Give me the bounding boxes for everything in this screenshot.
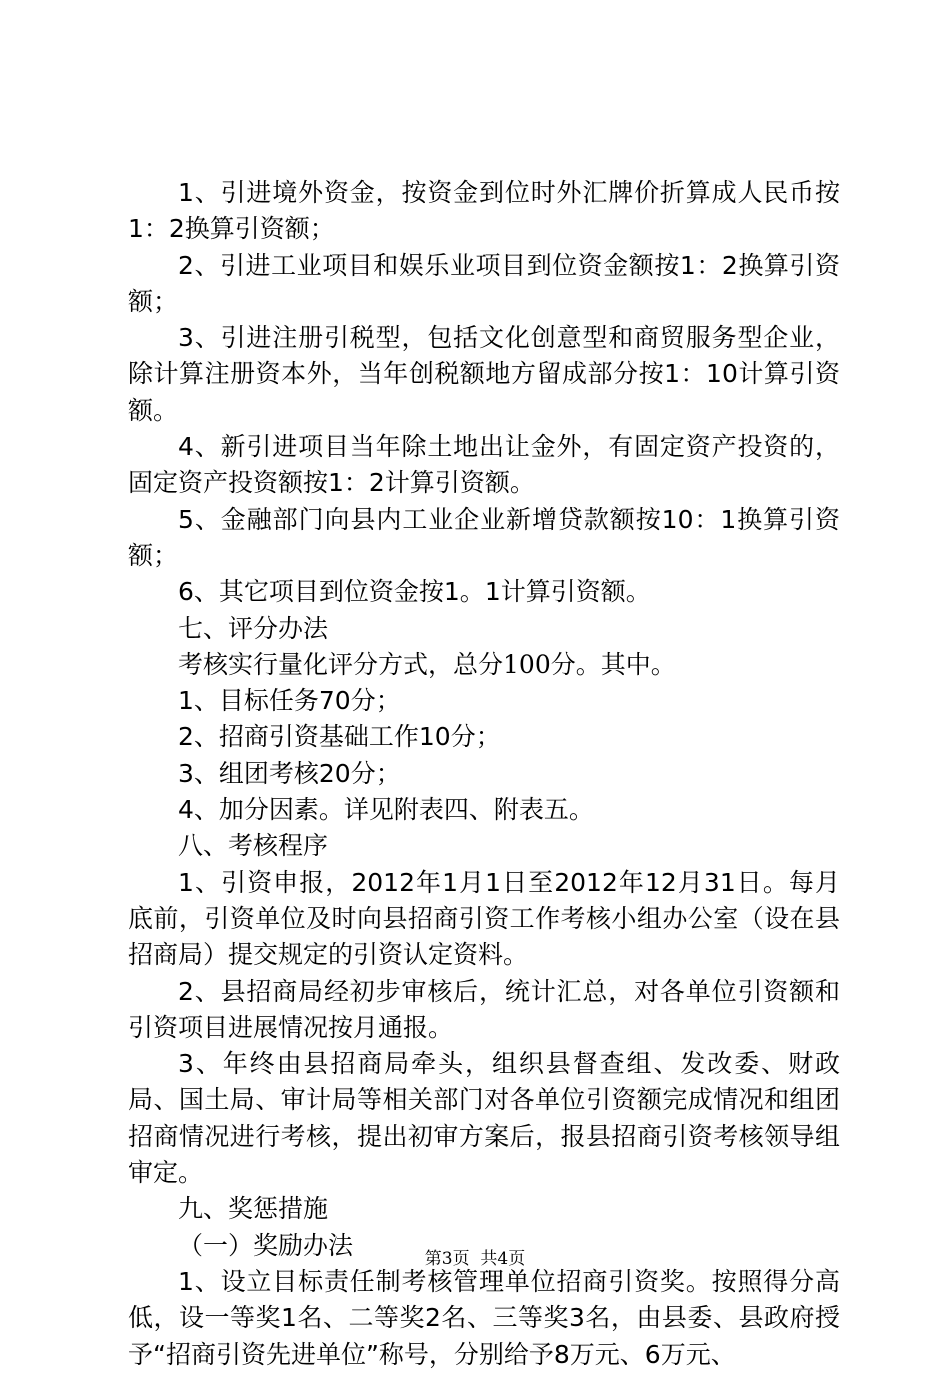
paragraph-3: 3、引进注册引税型，包括文化创意型和商贸服务型企业，除计算注册资本外，当年创税额地方留成部分按1：10计算引资额。: [128, 323, 840, 425]
paragraph-1: 1、引进境外资金，按资金到位时外汇牌价折算成人民币按1：2换算引资额；: [128, 178, 840, 244]
page-footer: [0, 1244, 950, 1269]
paragraph-scoring-4: 4、加分因素。详见附表四、附表五。: [178, 795, 594, 825]
subsection-heading-rewards: （一）奖励办法: [178, 1230, 354, 1260]
section-heading-8: 八、考核程序: [178, 831, 329, 861]
section-heading-9: 九、奖惩措施: [178, 1194, 329, 1224]
paragraph-scoring-2: 2、招商引资基础工作10分；: [178, 722, 501, 752]
paragraph-scoring-1: 1、目标任务70分；: [178, 686, 401, 716]
paragraph-5: 5、金融部门向县内工业企业新增贷款额按10：1换算引资额；: [128, 504, 840, 570]
paragraph-reward-1: 1、设立目标责任制考核管理单位招商引资奖。按照得分高低，设一等奖1名、二等奖2名、三等奖3名，由县委、县政府授予“招商引资先进单位”称号，分别给予8万元、6万元、: [128, 1266, 840, 1369]
paragraph-4: 4、新引进项目当年除土地出让金外，有固定资产投资的，固定资产投资额按1：2计算引资额。: [128, 432, 840, 498]
paragraph-procedure-3: 3、年终由县招商局牵头，组织县督查组、发改委、财政局、国土局、审计局等相关部门对各单位引资额完成情况和组团招商情况进行考核，提出初审方案后，报县招商引资考核领导组审定。: [128, 1049, 840, 1188]
page-number-label: 第3页 共4页: [424, 1249, 526, 1269]
section-heading-7: 七、评分办法: [178, 613, 329, 643]
paragraph-scoring-3: 3、组团考核20分；: [178, 758, 401, 788]
paragraph-procedure-2: 2、县招商局经初步审核后，统计汇总，对各单位引资额和引资项目进展情况按月通报。: [128, 976, 840, 1042]
paragraph-2: 2、引进工业项目和娱乐业项目到位资金额按1：2换算引资额；: [128, 250, 840, 316]
paragraph-6: 6、其它项目到位资金按1。1计算引资额。: [178, 577, 651, 607]
paragraph-scoring-intro: 考核实行量化评分方式，总分100分。其中。: [178, 649, 676, 679]
paragraph-procedure-1: 1、引资申报，2012年1月1日至2012年12月31日。每月底前，引资单位及时向县招商引资工作考核小组办公室（设在县招商局）提交规定的引资认定资料。: [128, 867, 840, 970]
document-body: [128, 175, 840, 1373]
